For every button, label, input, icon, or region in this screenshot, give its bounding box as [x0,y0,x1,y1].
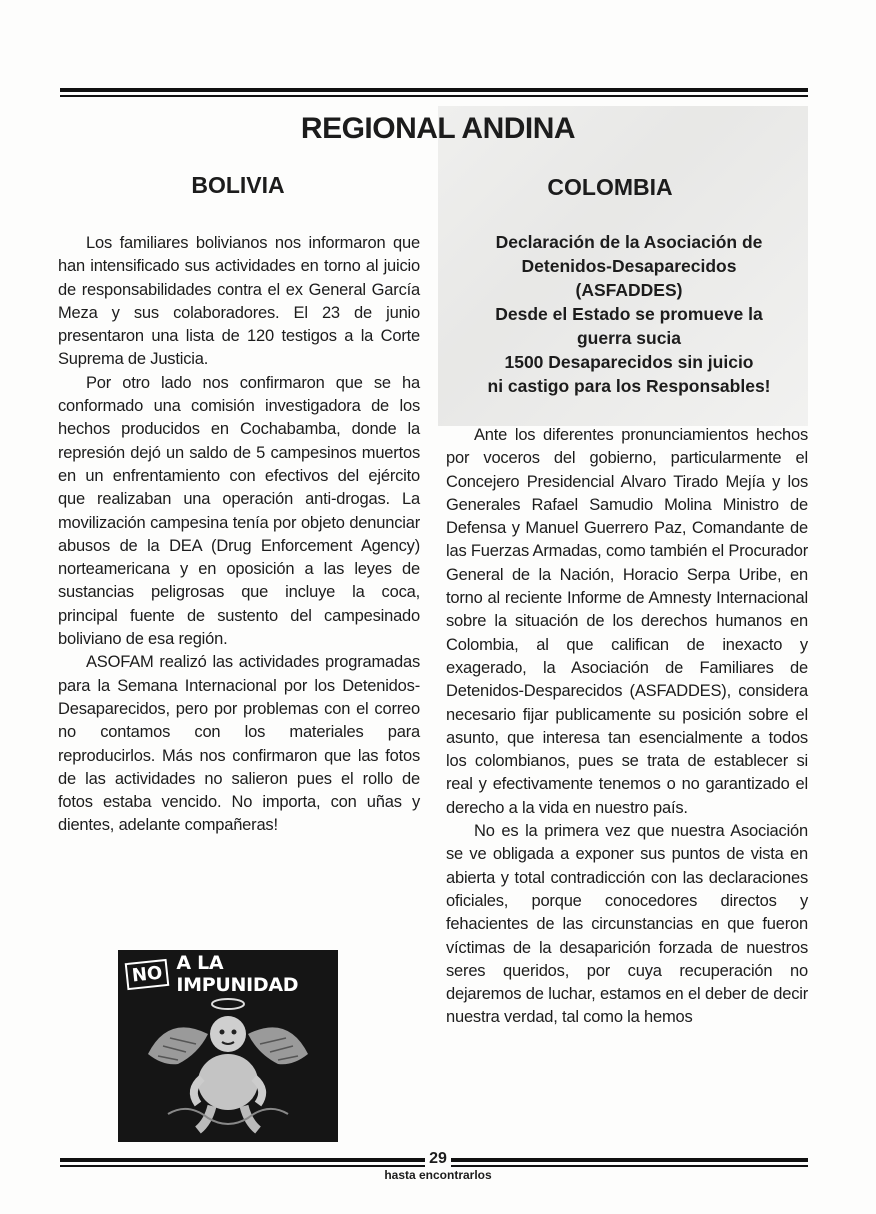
bolivia-paragraph: ASOFAM realizó las actividades programadas para la Semana Internacional por los Detenidos-Desaparecidos, pero por problemas con el correo no contamos con los materiales para reproducirlos. Más nos confirmaron que las fotos de las actividades no salieron pues el rollo de fotos estaba vencido. No importa, con uñas y dientes, adelante compañeras! [58,653,420,835]
page-number-text: 29 [425,1150,451,1167]
angel-figure-icon [138,994,318,1136]
poster-slogan: A LA IMPUNIDAD [176,952,299,996]
declaration-line: Declaración de la Asociación de [495,232,763,252]
declaration-line: ni castigo para los Responsables! [487,376,771,396]
publication-tagline [0,1168,876,1182]
section-title: REGIONAL ANDINA [300,112,576,145]
colombia-heading: COLOMBIA [547,174,673,200]
colombia-paragraph: No es la primera vez que nuestra Asociación se ve obligada a exponer sus puntos de vista en abierta y total contradicción con las declaraciones oficiales, porque conocedores directos y fehacientes de las circunstancias en que fueron víctimas de la desaparición forzada de nuestros seres queridos, por cuya recuperación no dejaremos de luchar, estamos en el deber de decir nuestra verdad, tal como la hemos [446,822,808,1027]
declaration-line: Desde el Estado se promueve la [495,304,763,324]
declaration-line: (ASFADDES) [575,280,683,300]
impunity-poster [118,950,338,1142]
bolivia-article [58,232,420,838]
declaration-line: Detenidos-Desaparecidos [521,256,737,276]
bolivia-paragraph: Los familiares bolivianos nos informaron que han intensificado sus actividades en torno al juicio de responsabilidades contra el ex General García Meza y sus colaboradores. El 23 de junio presentaron una lista de 120 testigos a la Corte Suprema de Justicia. [58,234,420,369]
bolivia-paragraph: Por otro lado nos confirmaron que se ha conformado una comisión investigadora de los hechos producidos en Cochabamba, donde la represión dejó un saldo de 5 campesinos muertos en un enfrentamiento con efectivos del ejército que realizaban una operación anti-drogas. La movilización campesina tenía por objeto denunciar abusos de la DEA (Drug Enforcement Agency) norteamericana y en oposición a las leyes de sustancias peligrosas que incluye la coca, principal fuente de sustento del campesinado boliviano de esa región. [58,373,420,649]
poster-banner [126,952,330,996]
bolivia-heading: BOLIVIA [191,172,285,198]
poster-no-label: NO [125,958,170,989]
page-number [0,1150,876,1168]
declaration-line: 1500 Desaparecidos sin juicio [504,352,754,372]
colombia-paragraph: Ante los diferentes pronunciamientos hechos por voceros del gobierno, particularmente el Concejero Presidencial Alvaro Tirado Mejía y los Generales Rafael Samudio Molina Ministro de Defensa y Manuel Guerrero Paz, Comandante de las Fuerzas Armadas, como también el Procurador General de la Nación, Horacio Serpa Uribe, en torno al reciente Informe de Amnesty Internacional sobre la situación de los derechos humanos en Colombia, al que califican de inexacto y exagerado, la Asociación de Familiares de Detenidos-Desparecidos (ASFADDES), considera necesario fijar publicamente su posición sobre el asunto, que interesa tan esencialmente a todos los colombianos, pues se trata de establecer si real y efectivamente tenemos o no garantizado el derecho a la vida en nuestro país. [446,426,809,817]
declaration-line: guerra sucia [576,328,682,348]
publication-tagline-text: hasta encontrarlos [380,1168,495,1182]
colombia-article [446,424,808,1030]
top-rule-thick [60,88,808,92]
top-rule-thin [60,95,808,97]
declaration-block [444,230,814,398]
